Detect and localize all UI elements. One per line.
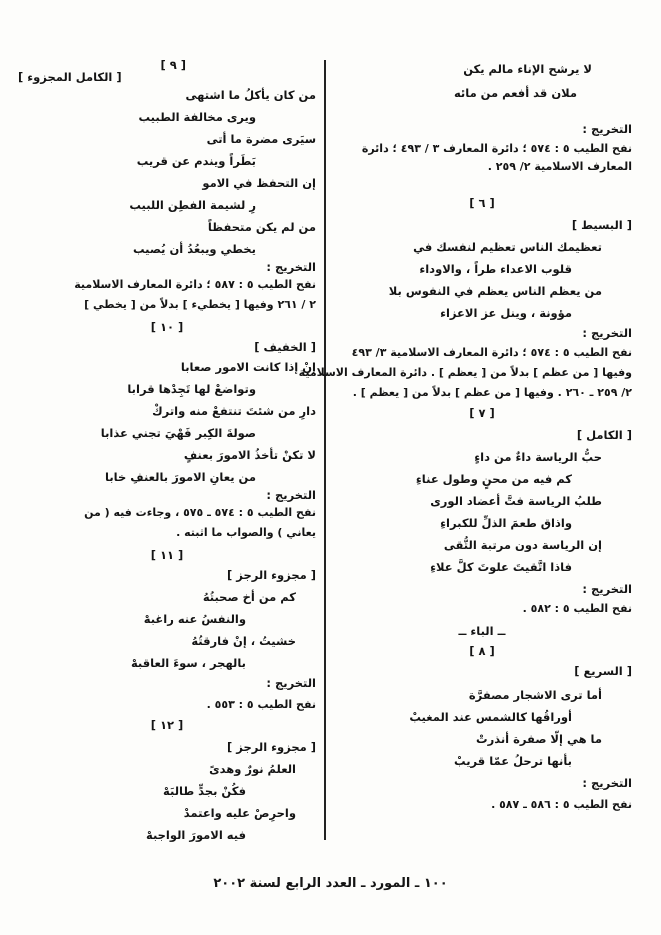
takhrij-text: نفح الطيب ٥ : ٥٧٤ ـ ٥٧٥ ، وجاءت فيه ( من	[84, 506, 316, 519]
verse: والنفسُ عنه راغبهْ	[143, 612, 246, 626]
meter-label: [ السريع ]	[574, 664, 632, 678]
poem-number: [ ١٠ ]	[150, 320, 184, 334]
verse: فيه الامورَ الواجبهْ	[145, 828, 246, 842]
takhrij-label: التخريج :	[582, 776, 632, 790]
verse: من كان يأكلُ ما اشتهى	[185, 88, 316, 102]
verse: دارِ من شئتَ تنتفعْ منه واتركْ	[152, 404, 316, 418]
verse: إنْ إذا كانت الامور صعابا	[180, 360, 316, 374]
meter-label: [ البسيط ]	[571, 218, 632, 232]
meter-label: [ الخفيف ]	[254, 340, 316, 354]
column-divider	[324, 60, 326, 840]
takhrij-label: التخريج :	[266, 488, 316, 502]
verse: لا تكنْ تأخذُ الامورَ بعنفٍ	[183, 448, 316, 462]
verse: من يعانِ الامورَ بالعنفِ خابا	[105, 470, 256, 484]
poem-number: [ ١٢ ]	[150, 718, 184, 732]
takhrij-text: نفح الطيب ٥ : ٥٧٤ ؛ دائرة المعارف الاسلامية ٣/ ٤٩٣	[351, 346, 632, 359]
verse: من يعظم الناس يعظم في النفوس بلا	[388, 284, 602, 298]
verse: إن التحفظ في الامو	[202, 176, 316, 190]
verse: تعظيمك الناس تعظيم لنفسك في	[413, 240, 602, 254]
takhrij-text: يعاني ) والصواب ما اثبته .	[176, 526, 316, 539]
verse: سيَرى مضرة ما أتى	[206, 132, 316, 146]
poem-number: [ ٧ ]	[469, 406, 495, 420]
verse: بأنها ترحلُ عمّا قريبْ	[454, 754, 572, 768]
section-letter: ــ الباء ــ	[458, 624, 506, 638]
takhrij-label: التخريج :	[582, 582, 632, 596]
takhrij-text: ٢ / ٢٦١ وفيها [ يخطيء ] بدلاً من [ يخطي ]	[84, 298, 316, 311]
verse: خشيتُ ، إنْ فارقتُهُ	[191, 634, 296, 648]
verse: أوراقُها كالشمس عند المغيبْ	[409, 710, 572, 724]
verse: أما ترى الاشجار مصفرَّة	[468, 688, 602, 702]
poem-number: [ ٩ ]	[160, 58, 186, 72]
verse: بالهجر ، سوءَ العاقبهْ	[130, 656, 246, 670]
verse: فاذا اتَّقيتَ علوتَ كلَّ علاءِ	[430, 560, 572, 574]
verse: ما هي إلّا صفرة أنذرتْ	[476, 732, 602, 746]
verse: ملان قد أفعم من مائه	[453, 86, 577, 100]
verse: كم من أخ صحبتُهُ	[202, 590, 296, 604]
verse: من لم يكن متحفظاً	[207, 220, 316, 234]
takhrij-text: المعارف الاسلامية ٢/ ٢٥٩ .	[487, 160, 632, 173]
takhrij-text: وفيها [ من عظم ] بدلاً من [ يعظم ] . دائرة المعارف الاسلامية	[298, 366, 632, 379]
verse: واذاق طعمَ الذلِّ للكبراءِ	[440, 516, 572, 530]
takhrij-text: نفح الطيب ٥ : ٥٧٤ ؛ دائرة المعارف ٣ / ٤٩٣ ؛ دائرة	[361, 142, 632, 155]
takhrij-text: ٢/ ٢٥٩ ـ ٢٦٠ . وفيها [ من عظم ] بدلاً من [ يعظم ] .	[352, 386, 632, 399]
verse: طلبُ الرياسة فتَّ أعضاد الورى	[430, 494, 602, 508]
verse: فكُنْ بجدٍّ طالبَهْ	[163, 784, 246, 798]
verse: صولةَ الكِبر فَهْيَ تجني عذابا	[100, 426, 256, 440]
meter-label: [ الكامل المجزوء ]	[18, 70, 122, 84]
poem-number: [ ١١ ]	[150, 548, 184, 562]
takhrij-text: نفح الطيب ٥ : ٥٨٧ ؛ دائرة المعارف الاسلامية	[74, 278, 316, 291]
verse: مؤونة ، وينل عز الاعزاء	[440, 306, 572, 320]
verse: قلوب الاعداء طراً ، والاوداء	[419, 262, 572, 276]
verse: كم فيه من محنٍ وطول عناءِ	[415, 472, 572, 486]
takhrij-text: نفح الطيب ٥ : ٥٨٢ .	[522, 602, 632, 615]
meter-label: [ مجزوء الرجز ]	[227, 568, 316, 582]
verse: لا يرشح الإناء مالم يكن	[463, 62, 592, 76]
verse: العلمُ نورٌ وهدىً	[209, 762, 296, 776]
verse: يخطي ويبعُدُ أن يُصيب	[132, 242, 256, 256]
poem-number: [ ٨ ]	[469, 644, 495, 658]
takhrij-text: نفح الطيب ٥ : ٥٨٦ ـ ٥٨٧ .	[491, 798, 632, 811]
verse: إن الرياسة دون مرتبة التُّقى	[443, 538, 602, 552]
verse: بَطَراً ويندم عن قريب	[136, 154, 256, 168]
takhrij-label: التخريج :	[582, 122, 632, 136]
verse: وتواضعْ لها تَجِدْها قرابا	[127, 382, 256, 396]
page-footer: ١٠٠ ـ المورد ـ العدد الرابع لسنة ٢٠٠٢	[213, 876, 448, 891]
takhrij-label: التخريج :	[266, 676, 316, 690]
takhrij-label: التخريج :	[266, 260, 316, 274]
verse: ويرى مخالفة الطبيب	[138, 110, 256, 124]
takhrij-label: التخريج :	[582, 326, 632, 340]
verse: واحرِصْ عليه واعتمدْ	[183, 806, 296, 820]
poem-number: [ ٦ ]	[469, 196, 495, 210]
verse: رِ لشيمة الفطِن اللبيب	[129, 198, 256, 212]
meter-label: [ مجزوء الرجز ]	[227, 740, 316, 754]
verse: حبُّ الرياسة داءٌ من داءٍ	[474, 450, 602, 464]
takhrij-text: نفح الطيب ٥ : ٥٥٣ .	[206, 698, 316, 711]
meter-label: [ الكامل ]	[576, 428, 632, 442]
